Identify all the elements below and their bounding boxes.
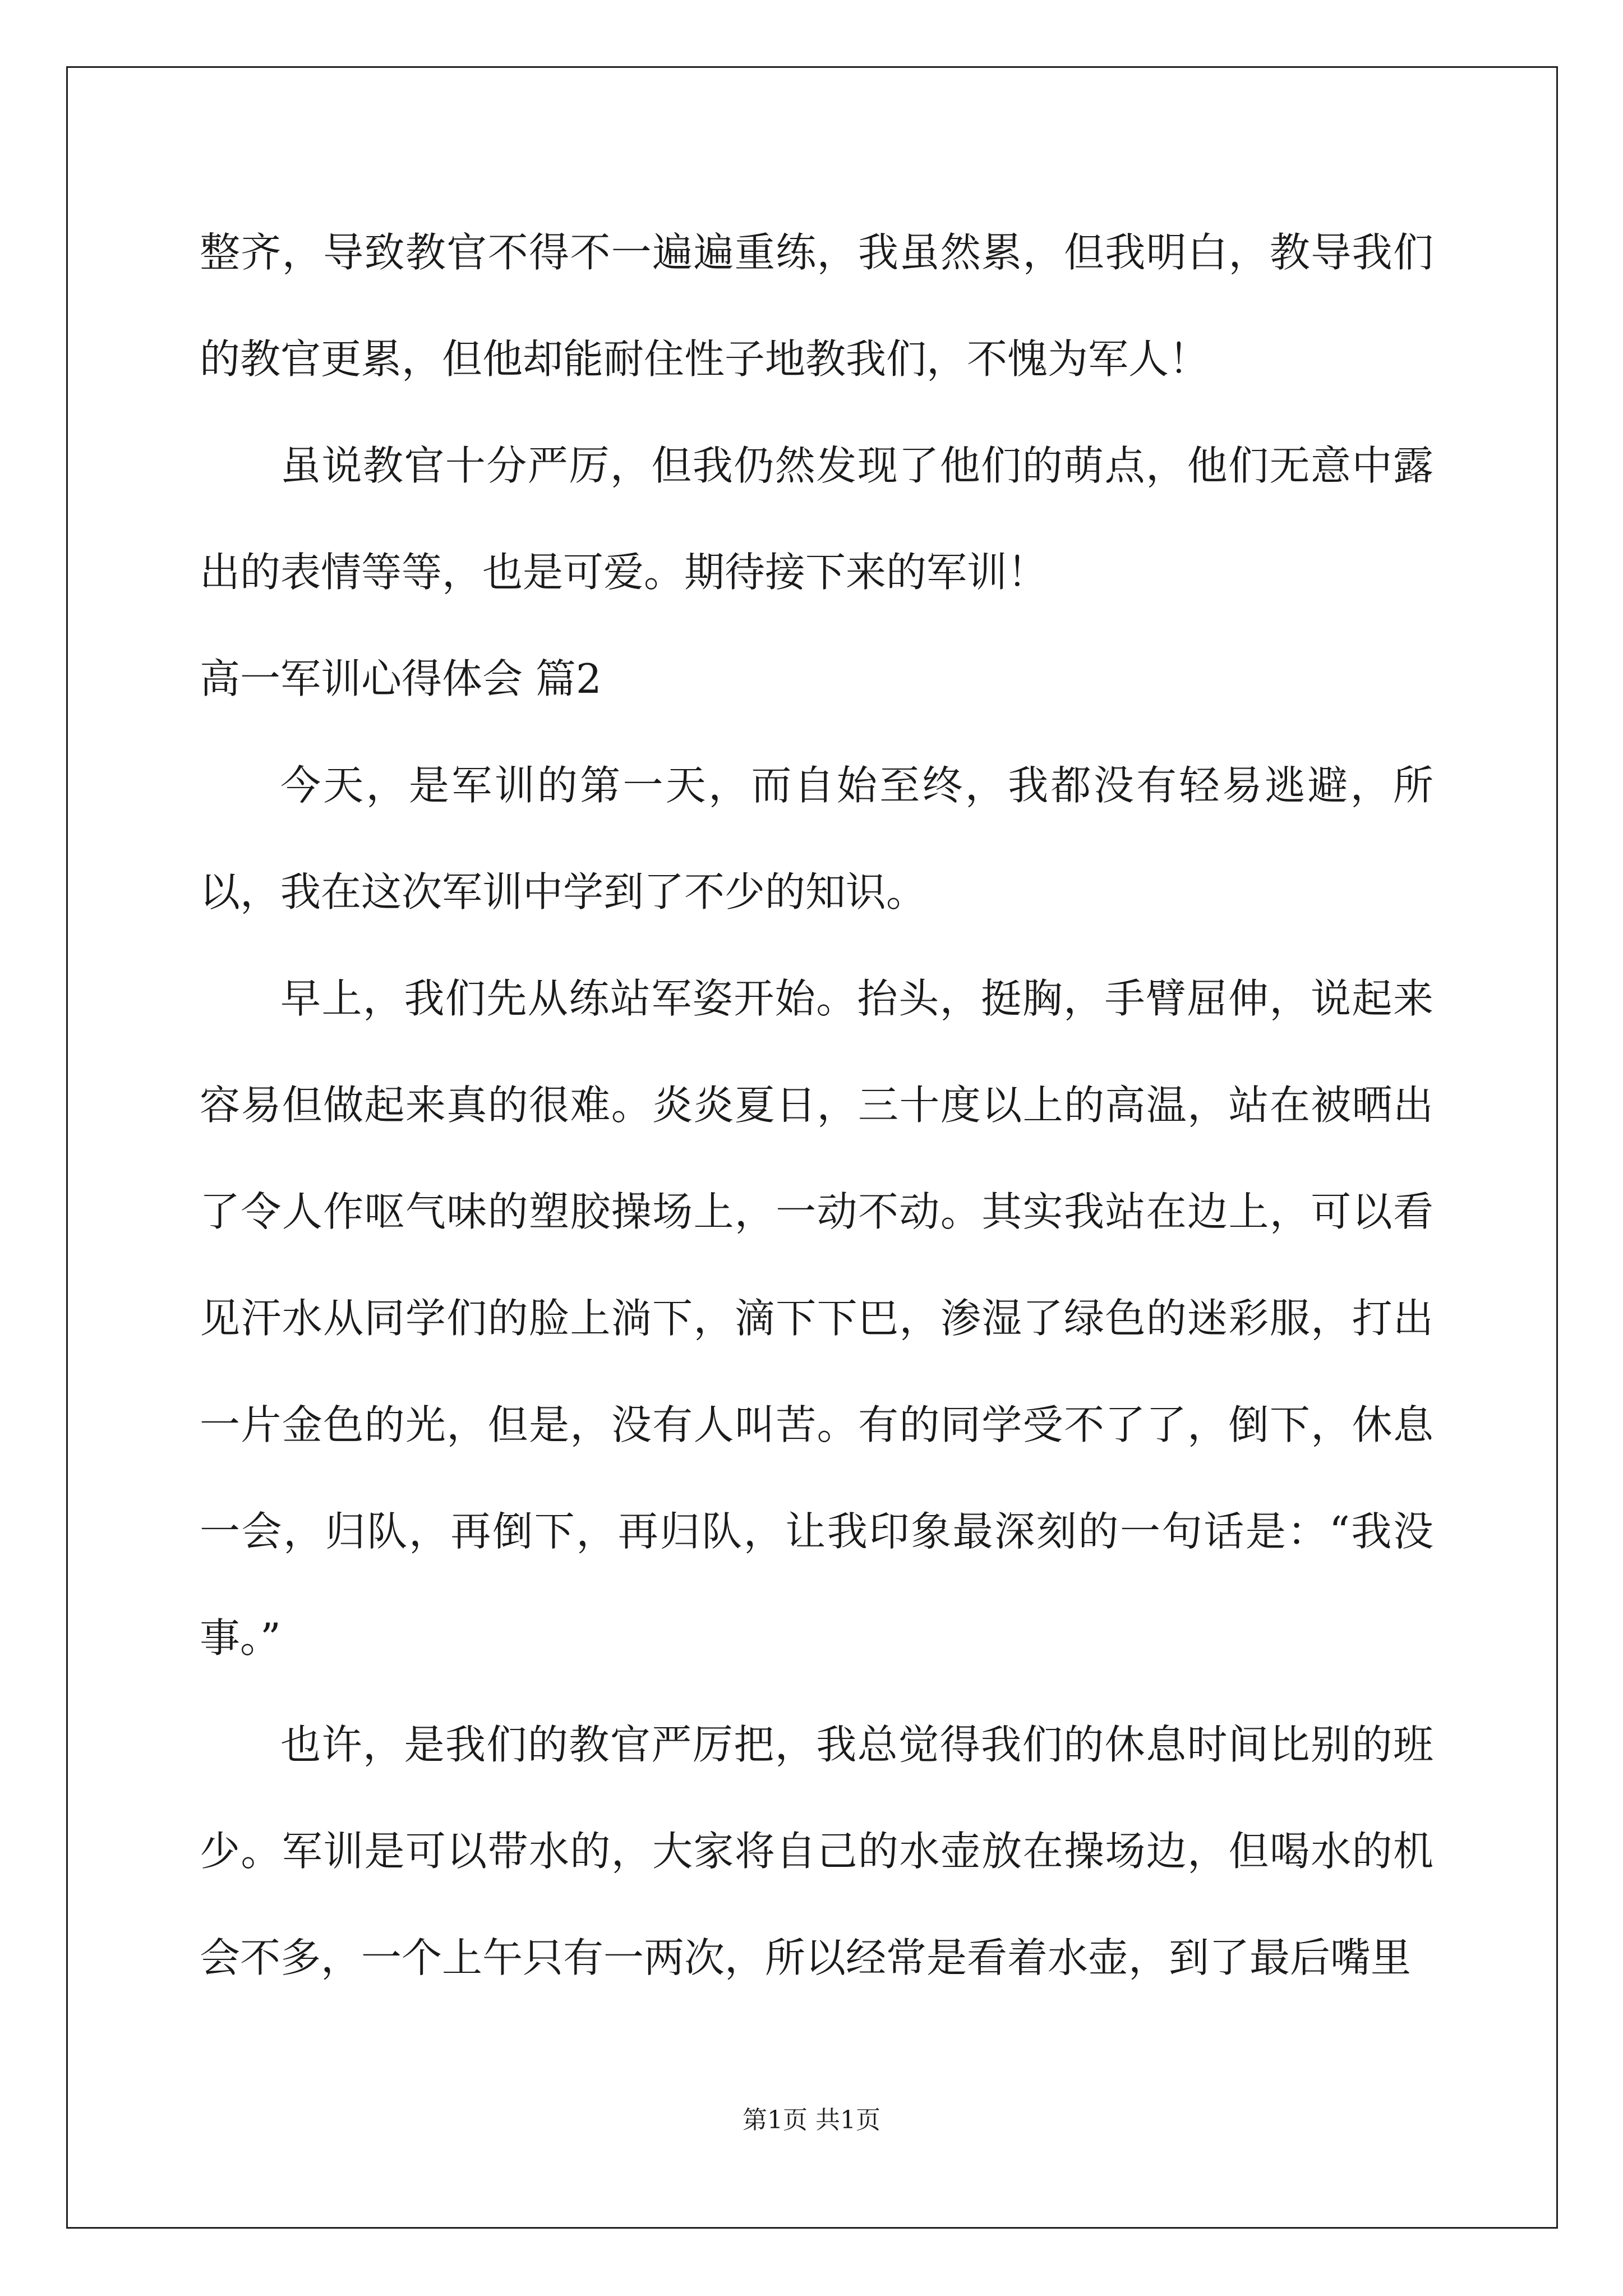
page-number-footer: 第1页 共1页: [743, 2106, 880, 2134]
paragraph-3: 今天，是军训的第一天，而自始至终，我都没有轻易逃避，所以，我在这次军训中学到了不少的知识。: [200, 762, 1433, 915]
paragraph-2: 虽说教官十分严厉，但我仍然发现了他们的萌点，他们无意中露出的表情等等，也是可爱。期待接下来的军训！: [200, 442, 1433, 596]
paragraph-5: 也许，是我们的教官严厉把，我总觉得我们的休息时间比别的班少。军训是可以带水的，大家将自己的水壶放在操场边，但喝水的机会不多，一个上午只有一两次，所以经常是看着水壶，到了最后嘴里: [200, 1721, 1433, 1981]
document-body: [200, 199, 1433, 2011]
paragraph-4: 早上，我们先从练站军姿开始。抬头，挺胸，手臂屈伸，说起来容易但做起来真的很难。炎炎夏日，三十度以上的高温，站在被晒出了令人作呕气味的塑胶操场上，一动不动。其实我站在边上，可以看见汗水从同学们的脸上淌下，滴下下巴，渗湿了绿色的迷彩服，打出一片金色的光，但是，没有人叫苦。有的同学受不了了，倒下，休息一会，归队，再倒下，再归队，让我印象最深刻的一句话是：“我没事。”: [200, 975, 1433, 1662]
section-heading: 高一军训心得体会 篇2: [200, 655, 602, 702]
paragraph-1: 整齐，导致教官不得不一遍遍重练，我虽然累，但我明白，教导我们的教官更累，但他却能耐住性子地教我们，不愧为军人！: [200, 229, 1433, 383]
